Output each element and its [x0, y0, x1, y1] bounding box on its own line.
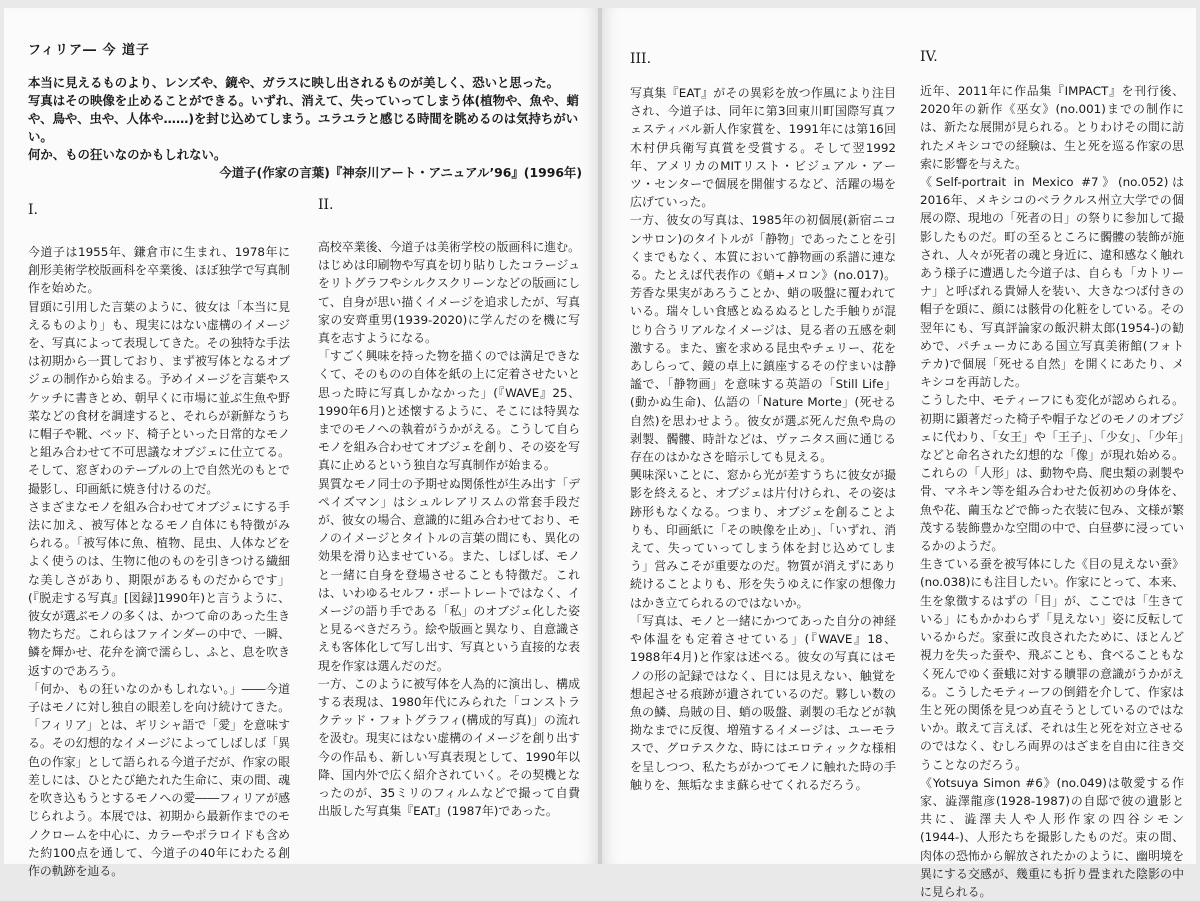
paragraph: 一方、このように被写体を人為的に演出し、構成する表現は、1980年代にみられた「コンストラクテッド・フォトグラフィ(構成的写真)」の流れを汲む。現実にはない虚構のイメージを創り出す今の作品も、新しい写真表現として、1990年以降、国内外で広く紹介されていく。その契機となったのが、35ミリのフィルムなどで撮って自費出版した写真集『EAT』(1987年)であった。 — [318, 676, 580, 819]
paragraph: 興味深いことに、窓から光が差すうちに彼女が撮影を終えると、オブジェは片付けられ、その姿は跡形もなくなる。つまり、オブジェを創ることよりも、印画紙に「その映像を止め」、「いずれ、消えて、失っていってしまう体を封じ込めてしまう」営みこそが重要なのだ。物質が消えずにあり続けることよりも、形を失うゆえに作家の想像力はかき立てられるのではないか。 — [630, 468, 896, 610]
paragraph: こうした中、モティーフにも変化が認められる。初期に顕著だった椅子や帽子などのモノのオブジェに代わり、「女王」や「王子」、「少女」、「少年」などと命名された幻想的な「像」が現れ始める。これらの「人形」は、動物や鳥、爬虫類の剥製や骨、マネキン等を組み合わせた仮初めの身体を、魚や花、繭玉などで飾った衣装に包み、文様が繁茂する装飾豊かな空間の中で、白昼夢に浸っているかのようだ。 — [920, 393, 1184, 554]
paragraph: 写真集『EAT』がその異彩を放つ作風により注目され、今道子は、同年に第3回東川町国際写真フェスティバル新人作家賞を、1991年には第16回木村伊兵衛写真賞を受賞する。そして翌1992年、アメリカのMITリスト・ビジュアル・アーツ・センターで個展を開催するなど、活躍の場を広げていった。 — [630, 86, 896, 210]
left-page — [4, 8, 598, 878]
quote-line: 写真はその映像を止めることができる。いずれ、消えて、失っていってしまう体(植物や、魚や、蛸や、鳥や、虫や、人体や……)を封じ込めてしまう。ユラユラと感じる時間を眺めるのは気持ちがいい。 — [28, 93, 579, 144]
section-1-column — [28, 201, 290, 880]
right-page — [602, 8, 1196, 899]
paragraph: 冒頭に引用した言葉のように、彼女は「本当に見えるものより」も、現実にはない虚構のイメージを、写真によって表現してきた。その独特な手法は初期から一貫しており、まず被写体となるオブジェの制作から始まる。予めイメージを言葉やスケッチに書きとめ、朝早くに市場に並ぶ生魚や野菜などの食材を調達すると、それらが新鮮なうちに帽子や靴、ベッド、椅子といった日常的なモノと組み合わせて不可思議なオブジェに仕立てる。そして、窓ぎわのテーブルの上で自然光のもとで撮影し、印画紙に焼き付けるのだ。 — [28, 299, 290, 496]
paragraph: 《Self-portrait in Mexico #7》(no.052)は2016年、メキシコのベラクルス州立大学での個展の際、現地の「死者の日」の祭りに参加して撮影したものだ。町の至るところに髑髏の装飾が施され、人々が死者の魂と身近に、違和感なく触れあう様子に遭遇した今道子は、自らも「カトリーナ」と呼ばれる貴婦人を装い、大きなつば付きの帽子を頭に、顔には骸骨の化粧をしている。その翌年にも、写真評論家の飯沢耕太郎(1954-)の勧めで、パチューカにある国立写真美術館(フォトテカ)で個展「死せる自然」を開くにあたり、メキシコを再訪した。 — [920, 175, 1184, 390]
paragraph: 生きている蚕を被写体にした《目の見えない蚕》(no.038)にも注目したい。作家にとって、本来、生を象徴するはずの「目」が、ここでは「生きている」にもかかわらず「見えない」姿に反転しているからだ。家蚕に改良されたために、ほとんど視力を失った蚕や、飛ぶことも、食べることもなく死んでゆく蚕蛾に対する贖罪の意識がうかがえる。こうしたモティーフの倒錯を介して、作家は生と死の関係を見つめ直そうとしているのではないか。敢えて言えば、それは生と死を対立させるのではなく、むしろ両界のはざまを自由に往き交うことなのだろう。 — [920, 557, 1184, 772]
artist-quote — [28, 74, 582, 182]
section-heading: III. — [630, 51, 652, 67]
paragraph: 異質なモノ同士の予期せぬ関係性が生み出す「デペイズマン」はシュルレアリスムの常套手段だが、彼女の場合、意識的に組み合わせており、モノのイメージとタイトルの言葉の間にも、異化の効果を滑り込ませている。また、しばしば、モノと一緒に自身を登場させることも特徴だ。これは、いわゆるセルフ・ポートレートではなく、イメージの語り手である「私」のオブジェ化した姿と見るべきだろう。絵や版画と異なり、自意識さえも客体化して写し出す、写真という直接的な表現を作家は選んだのだ。 — [318, 476, 580, 673]
paragraph: 「写真は、モノと一緒にかつてあった自分の神経や体温をも定着させている」(『WAVE』18、1988年4月)と作家は述べる。彼女の写真にはモノの形の記録ではなく、目には見えない、触覚を想起させる痕跡が遺されているのだ。夥しい数の魚の鱗、烏賊の目、蛸の吸盤、剥製の毛などが執拗なまでに反復、増殖するイメージは、ユーモラスで、グロテスクな、時にはエロティックな様相を呈しつつ、私たちがかつてモノに触れた時の手触りを、無垢なまま蘇らせてくれるだろう。 — [630, 613, 896, 792]
quote-line: 何か、もの狂いなのかもしれない。 — [28, 147, 227, 162]
section-heading: II. — [318, 197, 334, 213]
paragraph: さまざまなモノを組み合わせてオブジェにする手法に加え、被写体となるモノ自体にも特徴がみられる。「被写体に魚、植物、昆虫、人体などをよく使うのは、生物に他のものを引きつける繊細な美しさがあり、期限があるものだからです」(『脱走する写真』[図録]1990年)と言うように、彼女が選ぶモノの多くは、かつて命のあった生き物たちだ。これらはファインダーの中で、一瞬、鱗を輝かせ、花弁を滴で濡らし、ふと、息を吹き返すのであろう。 — [28, 499, 290, 678]
section-3-column — [630, 50, 896, 794]
paragraph: 「すごく興味を持った物を描くのでは満足できなくて、そのものの自体を紙の上に定着させたいと思った時に写真しかなかった」(『WAVE』25、1990年6月)と述懐するように、そこには特異なまでのモノへの執着がうかがえる。こうして自らモノを組み合わせてオブジェを創り、その姿を写真に止めるという独自な写真制作が始まる。 — [318, 349, 580, 473]
paragraph: 近年、2011年に作品集『IMPACT』を刊行後、2020年の新作《巫女》(no.001)までの制作には、新たな展開が見られる。とりわけその間に訪れたメキシコでの経験は、生と死を巡る作家の思索に影響を与えた。 — [920, 84, 1184, 171]
paragraph: 一方、彼女の写真は、1985年の初個展(新宿ニコンサロン)のタイトルが「静物」であったことを引くまでもなく、本質において静物画の系譜に連なる。たとえば代表作の《蛸+メロン》(no.017)。芳香な果実があろうことか、蛸の吸盤に覆われている。瑞々しい食感とぬるぬるとした手触りが混じり合うリアルなイメージは、見る者の五感を刺激する。また、蜜を求める昆虫やチェリー、花をあしらって、鏡の卓上に鎮座するその佇まいは静謐で、「静物画」を意味する英語の「Still Life」(動かぬ生命)、仏語の「Nature Morte」(死せる自然)を思わせよう。彼女が選ぶ死んだ魚や鳥の剥製、髑髏、時計などは、ヴァニタス画に通じる存在のはかなさを暗示しても見える。 — [630, 213, 896, 465]
paragraph: 今道子は1955年、鎌倉市に生まれ、1978年に創形美術学校版画科を卒業後、ほぼ独学で写真制作を始めた。 — [28, 245, 290, 296]
page-title: フィリア― 今 道子 — [28, 43, 151, 58]
paragraph: 高校卒業後、今道子は美術学校の版画科に進む。はじめは印刷物や写真を切り貼りしたコラージュをリトグラフやシルクスクリーンなどの版画にして、自身が思い描くイメージを追求したが、写真家の安齊重男(1939-2020)に学んだのを機に写真を志すようになる。 — [318, 240, 580, 346]
section-heading: IV. — [920, 49, 938, 65]
section-4-column — [920, 48, 1184, 901]
paragraph: 「何か、もの狂いなのかもしれない。」――今道子はモノに対し独自の眼差しを向け続けてきた。「フィリア」とは、ギリシャ語で「愛」を意味する。その幻想的なイメージによってしばしば「異色の作家」として語られる今道子だが、作家の眼差しには、ひとたび絶たれた生命に、束の間、魂を吹き込もうとするモノへの愛――フィリアが感じられよう。本展では、初期から最新作までのモノクロームを中心に、カラーやポラロイドも含めた約100点を通して、今道子の40年にわたる創作の軌跡を辿る。 — [28, 681, 290, 878]
paragraph: 《Yotsuya Simon #6》(no.049)は敬愛する作家、澁澤龍彦(1928-1987)の自邸で彼の遺影と共に、澁澤夫人や人形作家の四谷シモン(1944-)、人形たちを撮影したものだ。束の間、肉体の恐怖から解放されたかのように、幽明境を異にする交感が、幾重にも折り畳まれた陰影の中に見られる。 — [920, 775, 1184, 899]
section-heading: I. — [28, 202, 38, 218]
quote-line: 本当に見えるものより、レンズや、鏡や、ガラスに映し出されるものが美しく、恐いと思った。 — [28, 75, 559, 90]
section-2-column — [318, 196, 580, 821]
quote-credit: 今道子(作家の言葉)『神奈川アート・アニュアル’96』(1996年) — [219, 165, 582, 180]
